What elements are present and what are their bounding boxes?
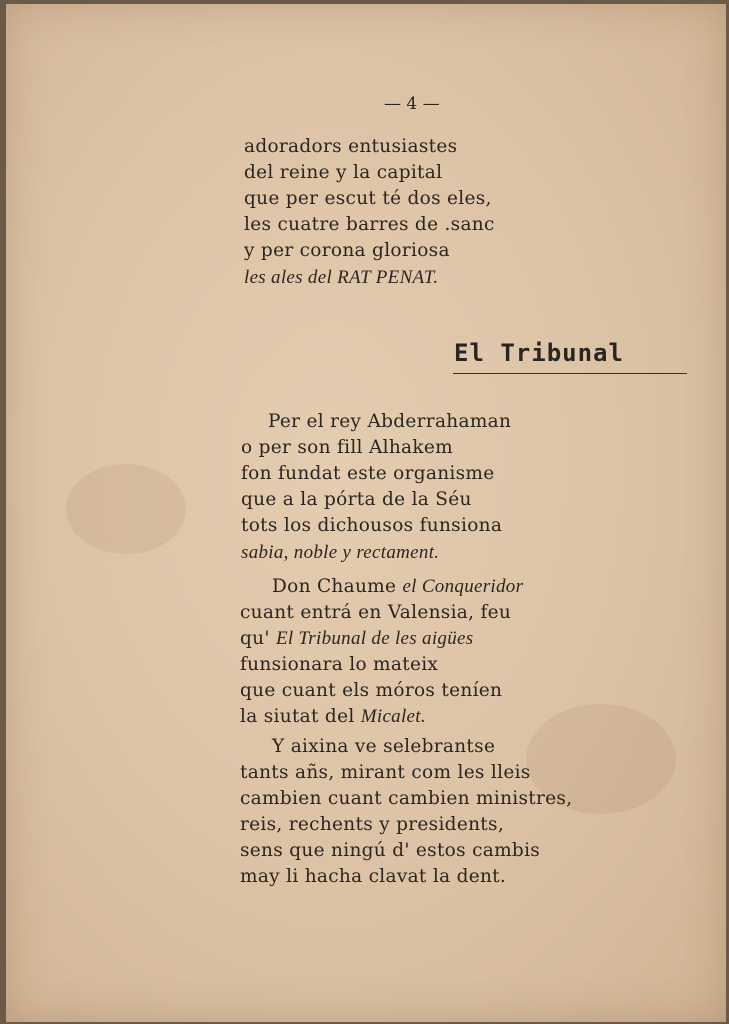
verse-line: sens que ningú d' estos cambis [240,840,541,861]
verse-text: la siutat del [240,706,361,727]
verse-line: adoradors entusiastes [244,136,458,157]
verse-text-italic: el Conqueridor [402,576,524,597]
section-title: El Tribunal [454,339,624,367]
verse-line: o per son fill Alhakem [241,437,453,458]
verse-line [240,704,426,730]
verse-line: cuant entrá en Valensia, feu [240,602,512,623]
verse-line [240,626,473,652]
verse-line: que a la pórta de la Séu [241,489,472,510]
verse-text: qu' [240,628,276,649]
verse-text-italic: Micalet. [360,706,426,727]
verse-line: may li hacha clavat la dent. [240,866,507,887]
verse-line: y per corona gloriosa [244,240,450,261]
verse-line: fon fundat este organisme [241,463,495,484]
verse-line: Per el rey Abderrahaman [268,411,512,432]
paper-stain [66,464,186,554]
verse-line: que cuant els móros teníen [240,680,503,701]
verse-line: que per escut té dos eles, [244,188,492,209]
verse-line: tots los dichousos funsiona [241,515,503,536]
verse-line: les cuatre barres de .sanc [244,214,495,235]
verse-line: Y aixina ve selebrantse [272,736,496,757]
verse-text: Don Chaume [272,576,403,597]
verse-line: tants añs, mirant com les lleis [240,762,531,783]
title-underline [453,373,687,374]
verse-line [272,574,523,600]
verse-line: del reine y la capital [244,162,443,183]
verse-text-italic: El Tribunal de les aigües [275,628,474,649]
page-number: — 4 — [384,94,440,114]
verse-line: funsionara lo mateix [240,654,439,675]
verse-line-italic: les ales del RAT PENAT. [244,267,439,288]
book-page [6,4,726,1022]
verse-line: reis, rechents y presidents, [240,814,504,835]
verse-line: cambien cuant cambien ministres, [240,788,573,809]
verse-line-italic: sabia, noble y rectament. [241,542,440,563]
